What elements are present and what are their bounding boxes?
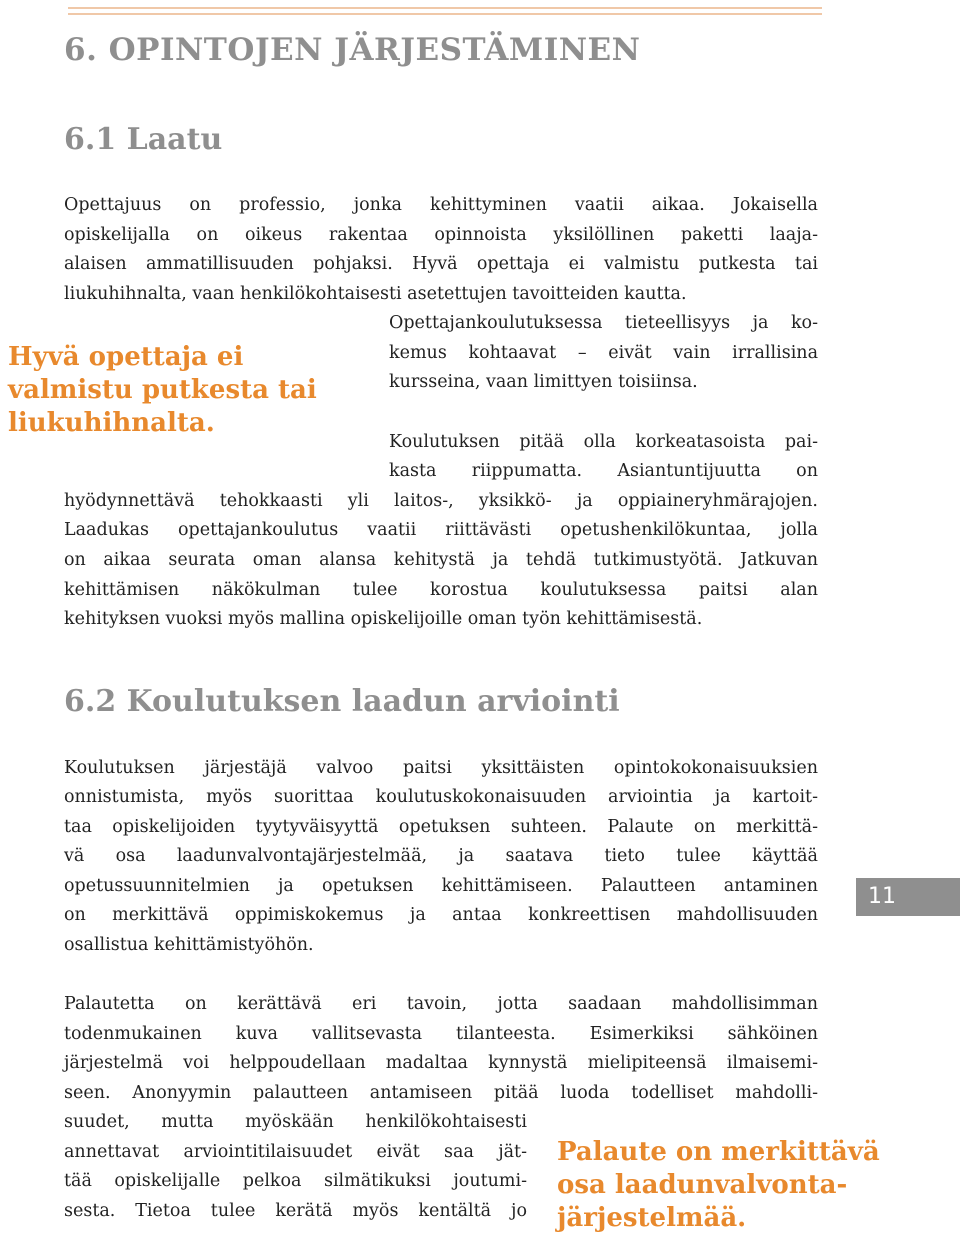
text-line: sesta. Tietoa tulee kerätä myös kentältä jo	[64, 1201, 527, 1221]
text-line: vä osa laadunvalvontajärjestelmää, ja saatava tieto tulee käyttää	[64, 846, 818, 866]
text-line: kemus kohtaavat – eivät vain irrallisina	[389, 343, 818, 363]
pull-quote-line: Hyvä opettaja ei	[8, 342, 244, 372]
text-line: opetussuunnitelmien ja opetuksen kehittämiseen. Palautteen antaminen	[64, 876, 818, 896]
text-line: suudet, mutta myöskään henkilökohtaisesti	[64, 1112, 527, 1132]
top-rule-2	[68, 13, 822, 15]
text-line: on aikaa seurata oman alansa kehitystä ja tehdä tutkimustyötä. Jatkuvan	[64, 550, 818, 570]
pull-quote-1	[8, 341, 317, 440]
section-heading-6-1: 6.1 Laatu	[64, 122, 223, 157]
pull-quote-line: valmistu putkesta tai	[8, 375, 317, 405]
text-line: Koulutuksen järjestäjä valvoo paitsi yksittäisten opintokokonaisuuksien	[64, 758, 818, 778]
top-rule-1	[68, 7, 822, 9]
pull-quote-line: liukuhihnalta.	[8, 408, 215, 438]
text-line: liukuhihnalta, vaan henkilökohtaisesti asetettujen tavoitteiden kautta.	[64, 284, 687, 304]
pull-quote-line: Palaute on merkittävä	[557, 1137, 880, 1167]
text-line: hyödynnettävä tehokkaasti yli laitos-, yksikkö- ja oppiaineryhmärajojen.	[64, 491, 818, 511]
text-line: on merkittävä oppimiskokemus ja antaa konkreettisen mahdollisuuden	[64, 905, 818, 925]
pull-quote-2	[557, 1136, 880, 1235]
text-line: annettavat arviointitilaisuudet eivät saa jät-	[64, 1142, 527, 1162]
text-line: Opettajuus on professio, jonka kehittyminen vaatii aikaa. Jokaisella	[64, 195, 818, 215]
section-heading-6-2: 6.2 Koulutuksen laadun arviointi	[64, 684, 620, 719]
text-line: Koulutuksen pitää olla korkeatasoista pai-	[389, 432, 818, 452]
text-line: tää opiskelijalle pelkoa silmätikuksi joutumi-	[64, 1171, 527, 1191]
text-line: Opettajankoulutuksessa tieteellisyys ja ko-	[389, 313, 818, 333]
text-line: todenmukainen kuva vallitsevasta tilanteesta. Esimerkiksi sähköinen	[64, 1024, 818, 1044]
text-line: kursseina, vaan limittyen toisiinsa.	[389, 372, 698, 392]
text-line: Laadukas opettajankoulutus vaatii riittävästi opetushenkilökuntaa, jolla	[64, 520, 818, 540]
pull-quote-line: osa laadunvalvonta-	[557, 1170, 848, 1200]
text-line: kasta riippumatta. Asiantuntijuutta on	[389, 461, 818, 481]
text-line: järjestelmä voi helppoudellaan madaltaa kynnystä mielipiteensä ilmaisemi-	[64, 1053, 818, 1073]
text-line: kehityksen vuoksi myös mallina opiskelijoille oman työn kehittämisestä.	[64, 609, 703, 629]
page-number-badge: 11	[856, 878, 960, 916]
pull-quote-line: järjestelmää.	[557, 1203, 747, 1233]
text-line: taa opiskelijoiden tyytyväisyyttä opetuksen suhteen. Palaute on merkittä-	[64, 817, 818, 837]
text-line: seen. Anonyymin palautteen antamiseen pitää luoda todelliset mahdolli-	[64, 1083, 818, 1103]
text-line: osallistua kehittämistyöhön.	[64, 935, 314, 955]
chapter-heading: 6. OPINTOJEN JÄRJESTÄMINEN	[64, 32, 641, 68]
text-line: onnistumista, myös suorittaa koulutuskokonaisuuden arviointia ja kartoit-	[64, 787, 818, 807]
text-line: Palautetta on kerättävä eri tavoin, jotta saadaan mahdollisimman	[64, 994, 818, 1014]
text-line: opiskelijalla on oikeus rakentaa opinnoista yksilöllinen paketti laaja-	[64, 225, 818, 245]
text-line: kehittämisen näkökulman tulee korostua koulutuksessa paitsi alan	[64, 580, 818, 600]
text-line: alaisen ammatillisuuden pohjaksi. Hyvä opettaja ei valmistu putkesta tai	[64, 254, 818, 274]
